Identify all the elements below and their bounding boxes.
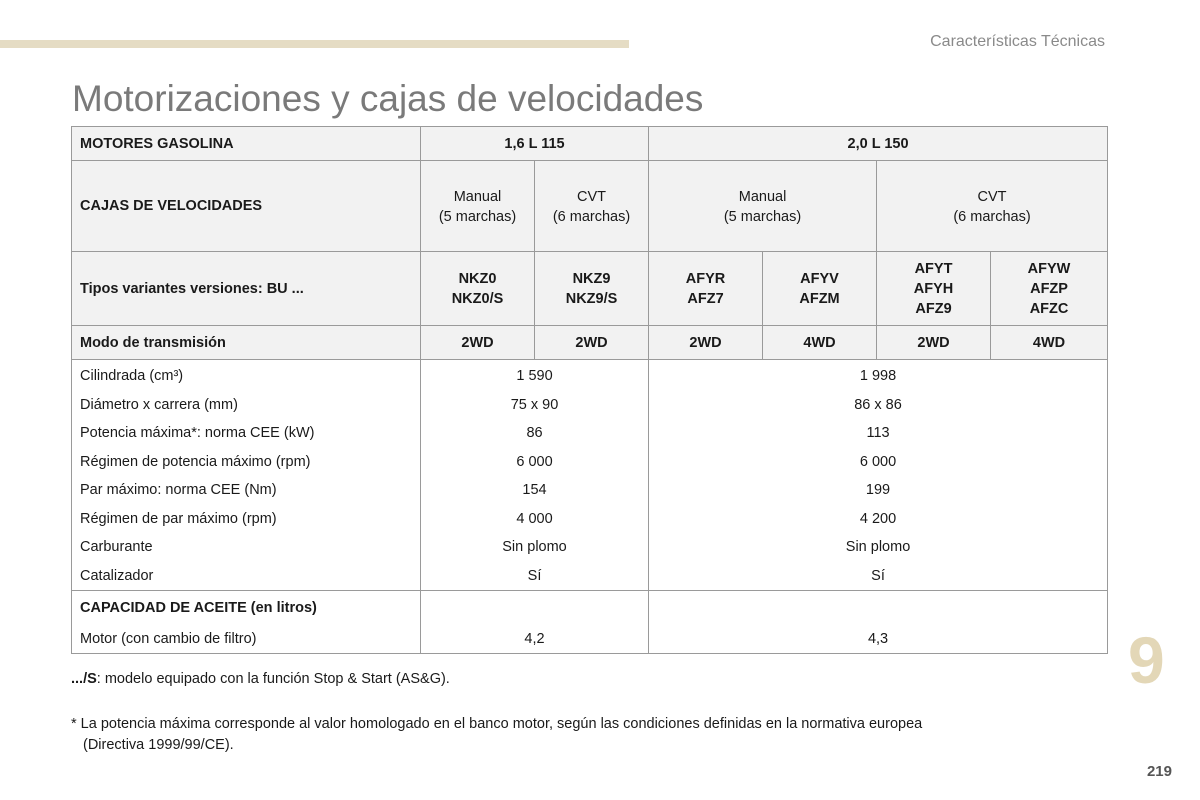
page-number: 219 bbox=[1146, 763, 1172, 780]
variant-code: NKZ0 bbox=[458, 270, 497, 287]
oil-capacity-label: CAPACIDAD DE ACEITE (en litros) bbox=[72, 591, 421, 626]
gearbox-1 bbox=[421, 161, 535, 252]
spec-value-2-0: 4 200 bbox=[649, 505, 1108, 534]
variant-code: AFZC bbox=[1029, 300, 1069, 317]
variant-code: AFZ7 bbox=[687, 290, 724, 307]
variant-code: NKZ9/S bbox=[565, 290, 618, 307]
spec-value-2-0: Sin plomo bbox=[649, 533, 1108, 562]
section-title: Características Técnicas bbox=[930, 33, 1105, 50]
table-row bbox=[72, 360, 1108, 391]
variant-code: AFZP bbox=[1030, 280, 1068, 297]
transmission-value: 4WD bbox=[991, 326, 1108, 360]
variant-code: AFYH bbox=[913, 280, 954, 297]
footnote-line: (Directiva 1999/99/CE). bbox=[83, 737, 234, 753]
transmission-value: 2WD bbox=[421, 326, 535, 360]
engine-2-0: 2,0 L 150 bbox=[649, 127, 1108, 161]
variant-cell-3 bbox=[649, 252, 763, 326]
oil-value-2-0: 4,3 bbox=[649, 625, 1108, 654]
engines-label: MOTORES GASOLINA bbox=[72, 127, 421, 161]
gearboxes-row bbox=[72, 161, 1108, 252]
gearbox-detail: (6 marchas) bbox=[552, 209, 631, 225]
table-row bbox=[72, 419, 1108, 448]
spec-value-1-6: 1 590 bbox=[421, 360, 649, 391]
table-row bbox=[72, 391, 1108, 420]
variant-code: AFZ9 bbox=[915, 300, 952, 317]
transmission-label: Modo de transmisión bbox=[72, 326, 421, 360]
footnote-line: * La potencia máxima corresponde al valor homologado en el banco motor, según las condiciones definidas en la normativa europea bbox=[71, 716, 923, 732]
variants-label: Tipos variantes versiones: BU ... bbox=[72, 252, 421, 326]
spec-value-1-6: 75 x 90 bbox=[421, 391, 649, 420]
engine-1-6: 1,6 L 115 bbox=[421, 127, 649, 161]
oil-empty-cell bbox=[421, 591, 649, 626]
spec-value-2-0: 1 998 bbox=[649, 360, 1108, 391]
spec-value-1-6: 4 000 bbox=[421, 505, 649, 534]
engines-row bbox=[72, 127, 1108, 161]
variant-code: AFYR bbox=[685, 270, 726, 287]
variant-code: AFZM bbox=[799, 290, 840, 307]
spec-value-2-0: Sí bbox=[649, 562, 1108, 591]
spec-label: Par máximo: norma CEE (Nm) bbox=[72, 476, 421, 505]
variant-cell-5 bbox=[877, 252, 991, 326]
engine-specs-table bbox=[71, 126, 1108, 654]
transmission-value: 2WD bbox=[877, 326, 991, 360]
variant-cell-6 bbox=[991, 252, 1108, 326]
variant-code: NKZ9 bbox=[572, 270, 611, 287]
gearbox-detail: (6 marchas) bbox=[953, 209, 1031, 225]
spec-label: Carburante bbox=[72, 533, 421, 562]
table-row bbox=[72, 625, 1108, 654]
variant-cell-2 bbox=[535, 252, 649, 326]
page-title: Motorizaciones y cajas de velocidades bbox=[72, 78, 704, 119]
power-footnote bbox=[71, 714, 1021, 756]
table-row bbox=[72, 505, 1108, 534]
spec-value-1-6: 154 bbox=[421, 476, 649, 505]
spec-value-1-6: Sin plomo bbox=[421, 533, 649, 562]
transmission-value: 2WD bbox=[649, 326, 763, 360]
gearbox-2 bbox=[535, 161, 649, 252]
gearbox-type: CVT bbox=[977, 189, 1007, 205]
spec-value-2-0: 86 x 86 bbox=[649, 391, 1108, 420]
spec-value-1-6: Sí bbox=[421, 562, 649, 591]
gearbox-type: Manual bbox=[453, 189, 502, 205]
stop-start-prefix: .../S bbox=[71, 671, 97, 687]
gearboxes-label: CAJAS DE VELOCIDADES bbox=[72, 161, 421, 252]
gearbox-3 bbox=[649, 161, 877, 252]
spec-label: Régimen de potencia máximo (rpm) bbox=[72, 448, 421, 477]
gearbox-detail: (5 marchas) bbox=[723, 209, 802, 225]
table-row bbox=[72, 562, 1108, 591]
spec-label: Régimen de par máximo (rpm) bbox=[72, 505, 421, 534]
stop-start-note bbox=[71, 671, 450, 687]
oil-capacity-header-row bbox=[72, 591, 1108, 626]
spec-label: Catalizador bbox=[72, 562, 421, 591]
gearbox-type: CVT bbox=[577, 189, 606, 205]
variant-cell-1 bbox=[421, 252, 535, 326]
variants-row bbox=[72, 252, 1108, 326]
oil-empty-cell bbox=[649, 591, 1108, 626]
variant-code: AFYT bbox=[914, 260, 953, 277]
table-row bbox=[72, 533, 1108, 562]
chapter-number: 9 bbox=[1128, 623, 1165, 697]
table-row bbox=[72, 448, 1108, 477]
oil-row-label: Motor (con cambio de filtro) bbox=[72, 625, 421, 654]
header-accent-bar bbox=[0, 40, 629, 48]
variant-code: AFYW bbox=[1027, 260, 1071, 277]
variant-code: AFYV bbox=[800, 270, 839, 287]
gearbox-4 bbox=[877, 161, 1108, 252]
transmission-row bbox=[72, 326, 1108, 360]
table-row bbox=[72, 476, 1108, 505]
spec-value-2-0: 6 000 bbox=[649, 448, 1108, 477]
transmission-value: 2WD bbox=[535, 326, 649, 360]
spec-label: Cilindrada (cm³) bbox=[72, 360, 421, 391]
spec-value-1-6: 86 bbox=[421, 419, 649, 448]
oil-value-1-6: 4,2 bbox=[421, 625, 649, 654]
spec-value-2-0: 113 bbox=[649, 419, 1108, 448]
transmission-value: 4WD bbox=[763, 326, 877, 360]
gearbox-detail: (5 marchas) bbox=[438, 209, 517, 225]
gearbox-type: Manual bbox=[738, 189, 787, 205]
spec-label: Diámetro x carrera (mm) bbox=[72, 391, 421, 420]
variant-code: NKZ0/S bbox=[451, 290, 504, 307]
spec-value-2-0: 199 bbox=[649, 476, 1108, 505]
spec-value-1-6: 6 000 bbox=[421, 448, 649, 477]
stop-start-text: : modelo equipado con la función Stop & Start (AS&G). bbox=[96, 671, 450, 687]
spec-label: Potencia máxima*: norma CEE (kW) bbox=[72, 419, 421, 448]
variant-cell-4 bbox=[763, 252, 877, 326]
